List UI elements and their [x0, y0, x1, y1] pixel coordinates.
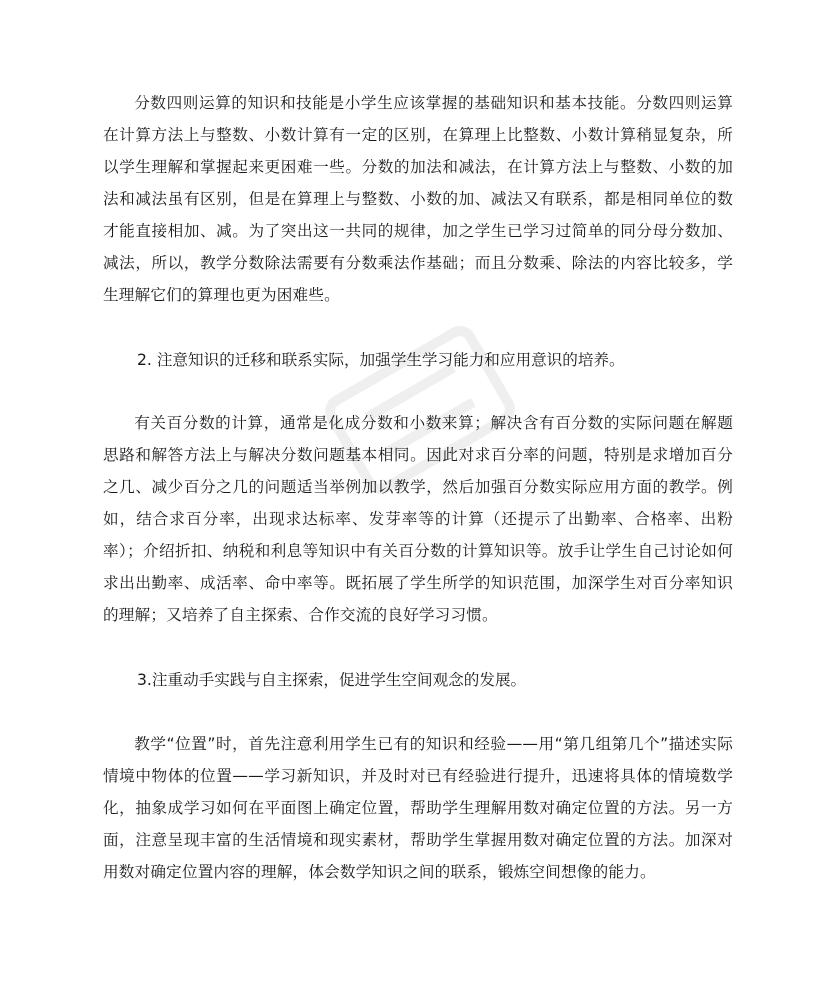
paragraph-percentage-calculation: 有关百分数的计算，通常是化成分数和小数来算；解决含有百分数的实际问题在解题思路和解答方法上与解决分数问题基本相同。因此对求百分率的问题，特别是求增加百分之几、减少百分之几的问题适当举例加以教学，然后加强百分数实际应用方面的教学。例如，结合求百分率，出现求达标率、发芽率等的计算（还提示了出勤率、合格率、出粉率）；介绍折扣、纳税和利息等知识中有关百分数的计算知识等。放手让学生自己讨论如何求出出勤率、成活率、命中率等。既拓展了学生所学的知识范围，加深学生对百分率知识的理解；又培养了自主探索、合作交流的良好学习习惯。 [103, 414, 733, 624]
paragraph-fraction-operations: 分数四则运算的知识和技能是小学生应该掌握的基础知识和基本技能。分数四则运算在计算方法上与整数、小数计算有一定的区别，在算理上比整数、小数计算稍显复杂，所以学生理解和掌握起来更困难一些。分数的加法和减法，在计算方法上与整数、小数的加法和减法虽有区别，但是在算理上与整数、小数的加、减法又有联系，都是相同单位的数才能直接相加、减。为了突出这一共同的规律，加之学生已学习过简单的同分母分数加、减法，所以，教学分数除法需要有分数乘法作基础；而且分数乘、除法的内容比较多，学生理解它们的算理也更为困难些。 [103, 94, 733, 304]
heading-hands-on-practice: 3.注重动手实践与自主探索，促进学生空间观念的发展。 [137, 671, 527, 689]
paragraph-teaching-position: 教学“位置”时，首先注意利用学生已有的知识和经验——用“第几组第几个”描述实际情境中物体的位置——学习新知识，并及时对已有经验进行提升，迅速将具体的情境数学化，抽象成学习如何在平面图上确定位置，帮助学生理解用数对确定位置的方法。另一方面，注意呈现丰富的生活情境和现实素材，帮助学生掌握用数对确定位置的方法。加深对用数对确定位置内容的理解，体会数学知识之间的联系，锻炼空间想像的能力。 [103, 735, 733, 881]
heading-knowledge-transfer: 2. 注意知识的迁移和联系实际，加强学生学习能力和应用意识的培养。 [137, 351, 625, 369]
